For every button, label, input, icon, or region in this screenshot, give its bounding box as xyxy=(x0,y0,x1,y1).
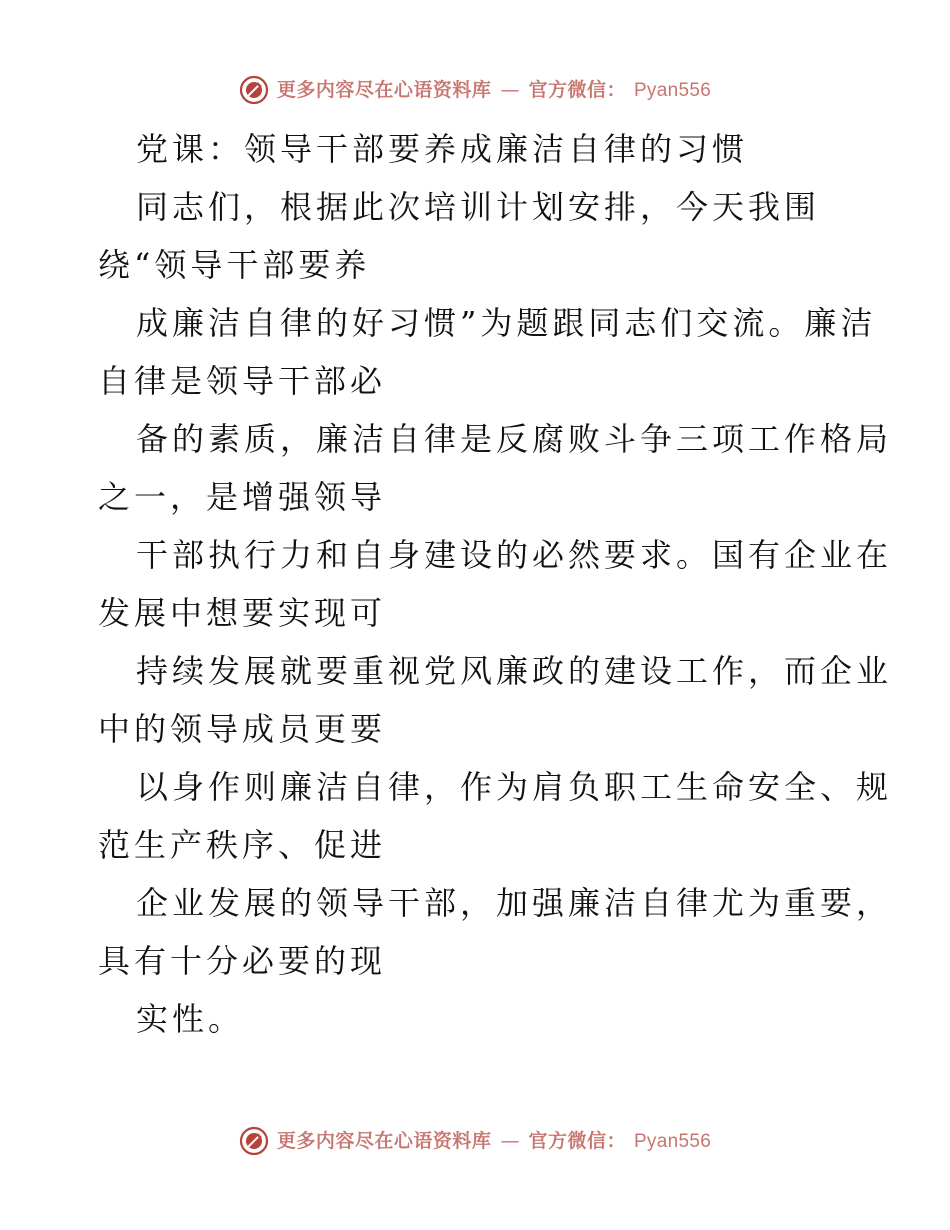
watermark-wechat-label: 官方微信： xyxy=(528,78,626,101)
paragraph-line: 企业发展的领导干部，加强廉洁自律尤为重要， xyxy=(136,884,893,922)
watermark-wechat-handle: Pyan556 xyxy=(633,79,712,101)
paragraph-line: 持续发展就要重视党风廉政的建设工作，而企业 xyxy=(136,652,893,690)
paragraph-line: 具有十分必要的现 xyxy=(98,942,387,980)
watermark-separator: — xyxy=(500,1129,520,1152)
paragraph-line: 同志们，根据此次培训计划安排，今天我围 xyxy=(136,188,821,226)
paragraph-line: 备的素质，廉洁自律是反腐败斗争三项工作格局 xyxy=(136,420,893,458)
paragraph-line: 之一，是增强领导 xyxy=(98,478,387,516)
paragraph-line: 中的领导成员更要 xyxy=(98,710,387,748)
watermark-main-text: 更多内容尽在心语资料库 xyxy=(276,1129,492,1152)
watermark-wechat-label: 官方微信： xyxy=(528,1129,626,1152)
paragraph-line: 发展中想要实现可 xyxy=(98,594,387,632)
watermark-separator: — xyxy=(500,78,520,101)
header-watermark xyxy=(0,70,950,110)
watermark-wechat-handle: Pyan556 xyxy=(633,1130,712,1152)
paragraph-line: 范生产秩序、促进 xyxy=(98,826,387,864)
footer-watermark xyxy=(0,1121,950,1161)
seal-logo-icon xyxy=(239,75,269,105)
paragraph-line: 自律是领导干部必 xyxy=(98,362,387,400)
watermark-main-text: 更多内容尽在心语资料库 xyxy=(276,78,492,101)
paragraph-line: 干部执行力和自身建设的必然要求。国有企业在 xyxy=(136,536,893,574)
paragraph-line: 实性。 xyxy=(136,1000,245,1038)
paragraph-line: 绕“领导干部要养 xyxy=(98,246,371,284)
document-body xyxy=(98,120,893,1048)
paragraph-line: 以身作则廉洁自律，作为肩负职工生命安全、规 xyxy=(136,768,893,806)
document-title: 党课：领导干部要养成廉洁自律的习惯 xyxy=(136,130,749,168)
seal-logo-icon xyxy=(239,1126,269,1156)
paragraph-line: 成廉洁自律的好习惯”为题跟同志们交流。廉洁 xyxy=(136,304,877,342)
